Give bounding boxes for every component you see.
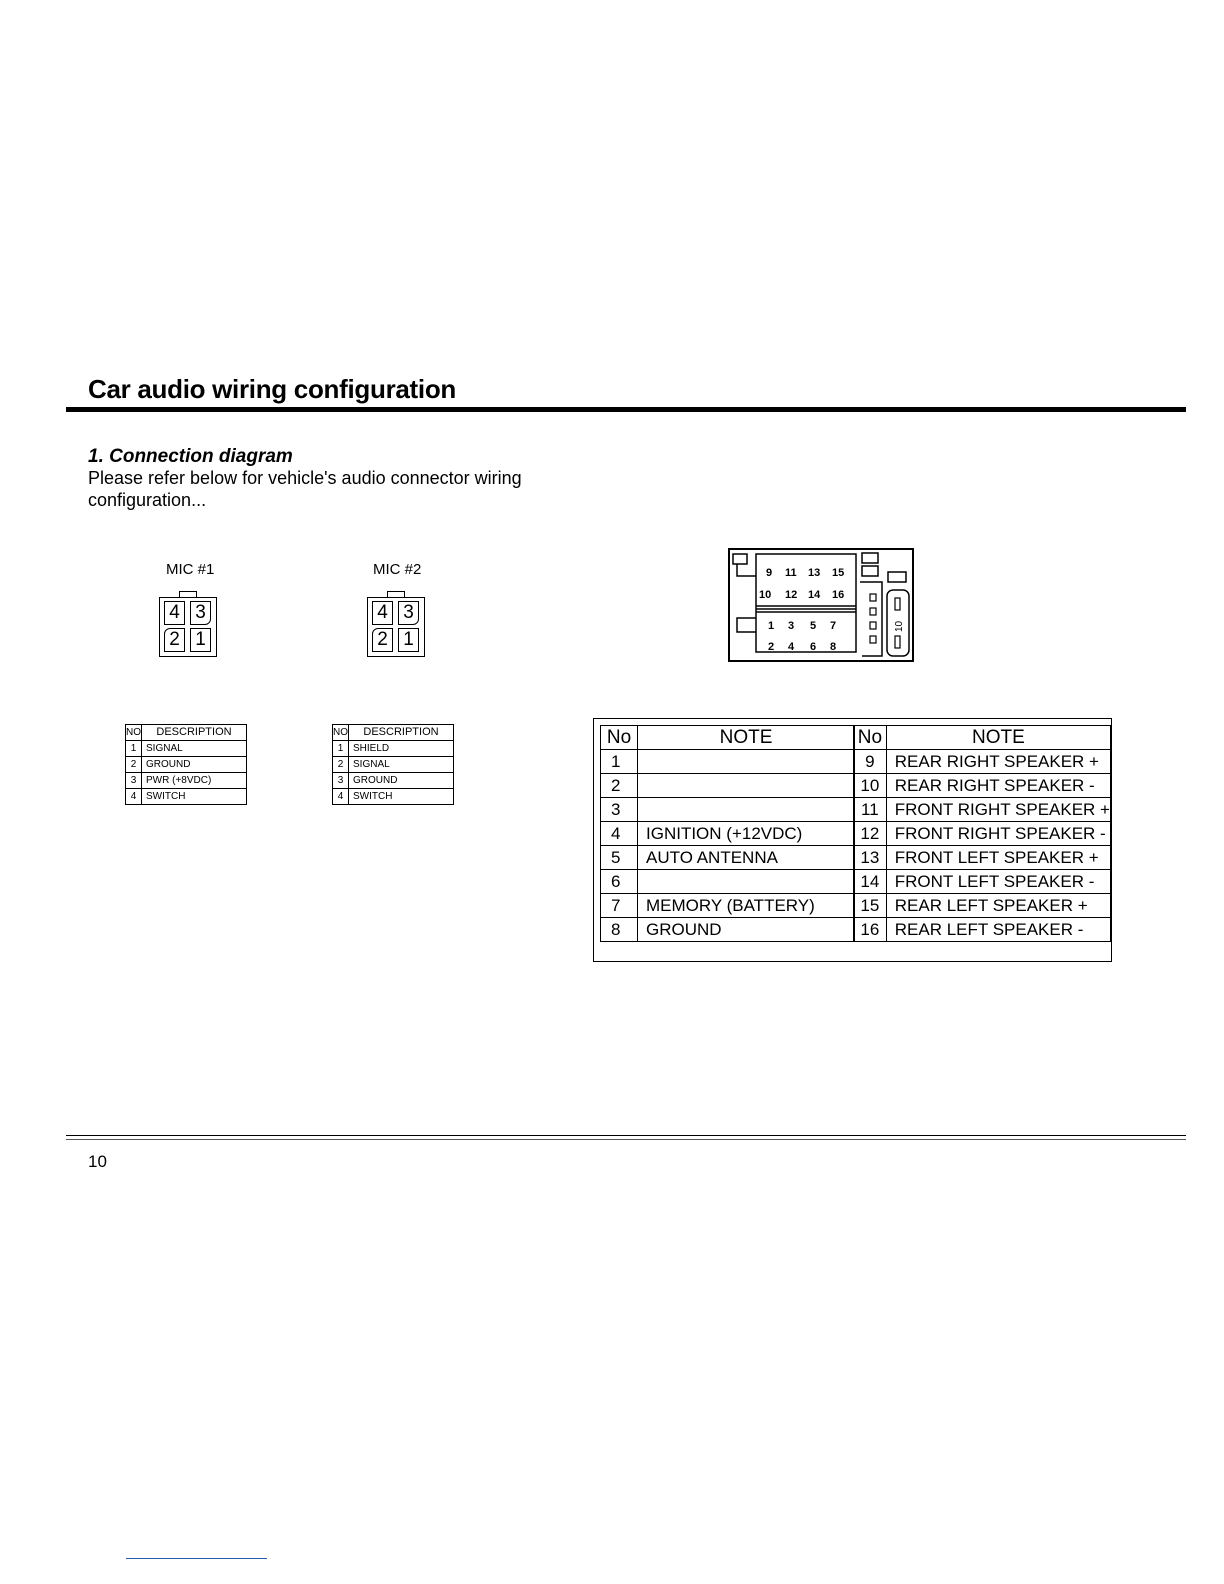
pin-label: 7 [830,620,837,632]
pin-number: 14 [854,870,887,894]
mic2-pin-3: 3 [398,601,419,625]
mic1-pin-table [125,724,247,805]
table-row [854,894,1111,918]
pin-note: REAR RIGHT SPEAKER - [886,774,1110,798]
pin-note [638,750,855,774]
table-row [854,774,1111,798]
pin-number: 16 [854,918,887,942]
table-row [854,822,1111,846]
pin-number: 6 [601,870,638,894]
table-row [601,894,855,918]
power-pin-row-1 [768,620,836,632]
table-row [333,757,454,773]
pin-label: 15 [832,567,845,579]
table-header-row [601,726,855,750]
pin-table-right [853,725,1111,942]
pin-number: 4 [333,789,349,805]
footer-divider-secondary [66,1139,1186,1140]
pin-number: 1 [601,750,638,774]
speaker-pin-row-2 [759,589,844,601]
pin-description: SWITCH [142,789,247,805]
pin-note: AUTO ANTENNA [638,846,855,870]
bottom-link-underline [126,1558,267,1559]
table-row [333,741,454,757]
table-row [126,773,247,789]
pin-note: FRONT LEFT SPEAKER - [886,870,1110,894]
pin-label: 11 [785,567,797,579]
pin-label: 13 [808,567,821,579]
mic1-pin-3: 3 [190,601,211,625]
connector-side-latch [860,582,882,656]
table-row [601,846,855,870]
table-row [601,774,855,798]
pin-number: 11 [854,798,887,822]
pin-note: IGNITION (+12VDC) [638,822,855,846]
table-row [601,918,855,942]
section-heading: 1. Connection diagram [88,446,293,467]
table-header-row [333,725,454,741]
table-header-row [126,725,247,741]
mic2-pin-4: 4 [372,601,393,625]
pin-number: 10 [854,774,887,798]
mic2-pin-1: 1 [398,628,419,652]
pin-description: SHIELD [349,741,454,757]
pin-description: GROUND [349,773,454,789]
pin-description: PWR (+8VDC) [142,773,247,789]
table-row [854,798,1111,822]
pin-note [638,798,855,822]
iso-pin-table [593,718,1112,962]
pin-label: 3 [788,620,795,632]
mic2-pin-2: 2 [372,628,393,652]
pin-note: REAR RIGHT SPEAKER + [886,750,1110,774]
pin-label: 9 [766,567,773,579]
pin-number: 7 [601,894,638,918]
pin-label: 10 [759,589,772,601]
pin-note: REAR LEFT SPEAKER + [886,894,1110,918]
pin-number: 8 [601,918,638,942]
pin-number: 3 [126,773,142,789]
pin-number: 13 [854,846,887,870]
pin-description: SWITCH [349,789,454,805]
table-row [601,750,855,774]
pin-description: GROUND [142,757,247,773]
table-header-row [854,726,1111,750]
table-row [601,870,855,894]
table-row [854,918,1111,942]
column-header-no: NO [126,725,142,741]
pin-table-left [600,725,855,942]
intro-text: Please refer below for vehicle's audio connector wiring configuration... [88,468,522,510]
mic1-label: MIC #1 [166,561,215,578]
speaker-pin-row-1 [766,567,844,579]
table-row [601,822,855,846]
pin-note [638,774,855,798]
pin-number: 2 [601,774,638,798]
pin-label: 5 [810,620,817,632]
table-row [854,846,1111,870]
pin-number: 1 [333,741,349,757]
pin-number: 3 [333,773,349,789]
table-row [601,798,855,822]
mic1-pin-2: 2 [164,628,185,652]
mic2-label: MIC #2 [373,561,422,578]
pin-description: SIGNAL [142,741,247,757]
table-row [333,789,454,805]
pin-label: 1 [768,620,775,632]
table-row [854,870,1111,894]
pin-number: 4 [601,822,638,846]
table-row [854,750,1111,774]
column-header-no: No [601,726,638,750]
column-header-note: NOTE [638,726,855,750]
pin-note: FRONT LEFT SPEAKER + [886,846,1110,870]
pin-number: 2 [126,757,142,773]
pin-label: 6 [810,641,817,653]
pin-label: 8 [830,641,837,653]
mic2-pin-table [332,724,454,805]
title-divider [66,407,1186,412]
pin-label: 16 [832,589,845,601]
mic1-connector-icon [159,587,219,659]
mic1-pin-1: 1 [190,628,211,652]
column-header-no: NO [333,725,349,741]
page-title: Car audio wiring configuration [88,374,457,404]
pin-label: 2 [768,641,775,653]
power-pin-row-2 [768,641,836,653]
pin-label: 12 [785,589,798,601]
page-number: 10 [88,1152,107,1171]
footer-divider [66,1135,1186,1136]
pin-note: FRONT RIGHT SPEAKER + [886,798,1110,822]
column-header-note: NOTE [886,726,1110,750]
iso-connector-diagram [728,548,916,666]
pin-number: 15 [854,894,887,918]
pin-label: 4 [788,641,795,653]
table-row [126,757,247,773]
connector-key-icon [733,554,747,564]
table-row [126,789,247,805]
pin-description: SIGNAL [349,757,454,773]
pin-number: 3 [601,798,638,822]
pin-note: REAR LEFT SPEAKER - [886,918,1110,942]
mic1-pin-4: 4 [164,601,185,625]
pin-note: MEMORY (BATTERY) [638,894,855,918]
table-row [333,773,454,789]
pin-number: 9 [854,750,887,774]
pin-note: GROUND [638,918,855,942]
pin-note: FRONT RIGHT SPEAKER - [886,822,1110,846]
table-row [126,741,247,757]
pin-number: 12 [854,822,887,846]
pin-number: 1 [126,741,142,757]
pin-note [638,870,855,894]
pin-number: 4 [126,789,142,805]
column-header-description: DESCRIPTION [142,725,247,741]
pin-label: 14 [808,589,821,601]
mic2-connector-icon [367,587,427,659]
pin-number: 5 [601,846,638,870]
pin-number: 2 [333,757,349,773]
side-pin-label: 10 [894,620,905,632]
column-header-no: No [854,726,887,750]
column-header-description: DESCRIPTION [349,725,454,741]
